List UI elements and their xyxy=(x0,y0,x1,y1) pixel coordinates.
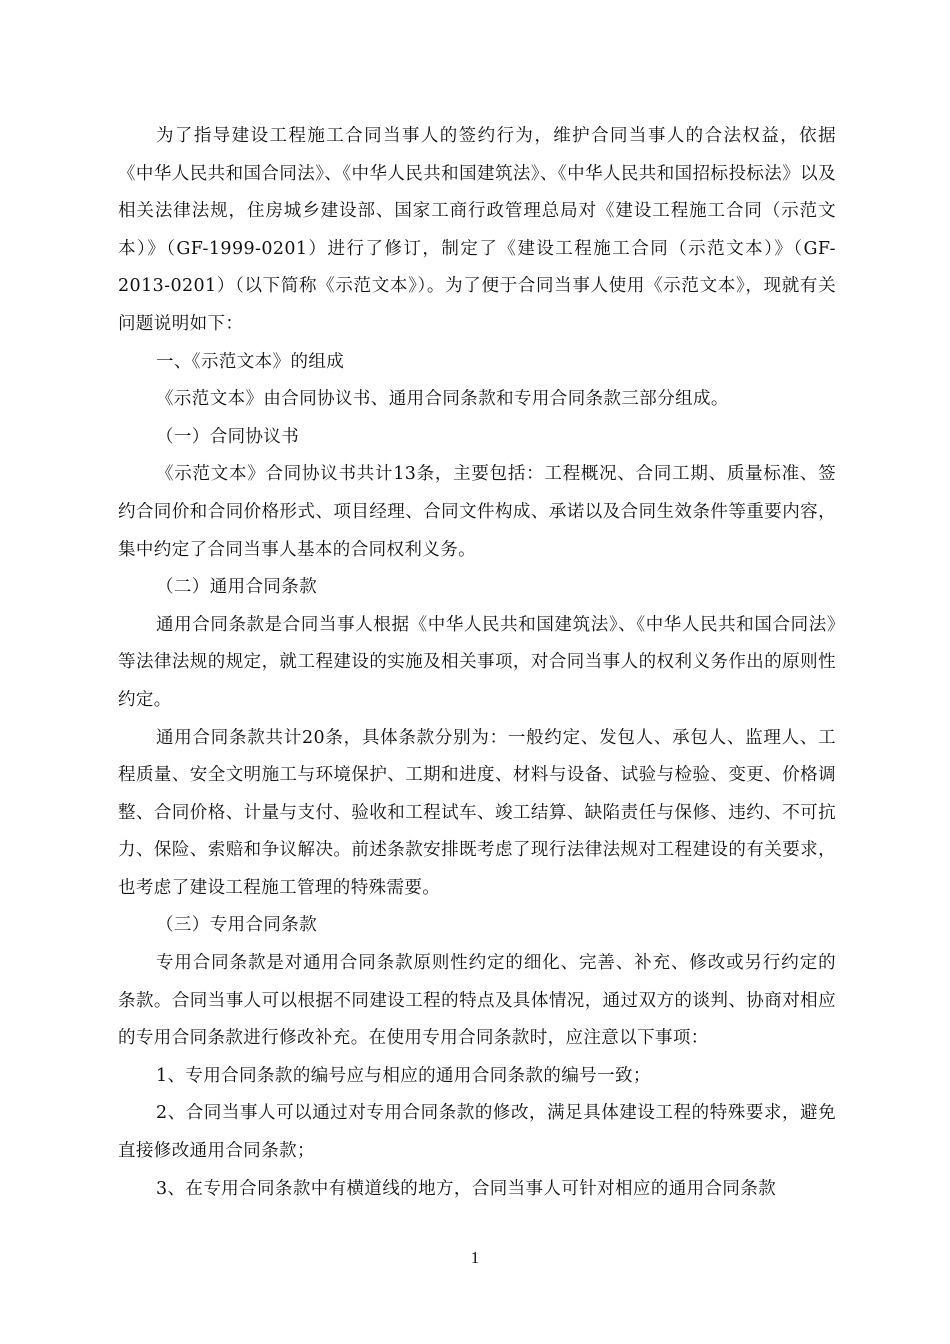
document-body xyxy=(118,118,836,1208)
subheading-general-terms: （二）通用合同条款 xyxy=(156,577,318,598)
list-item-1: 1、专用合同条款的编号应与相应的通用合同条款的编号一致； xyxy=(156,1065,651,1086)
subheading-special-terms: （三）专用合同条款 xyxy=(156,915,318,936)
page-number: 1 xyxy=(470,1248,480,1267)
special-terms-paragraph: 专用合同条款是对通用合同条款原则性约定的细化、完善、补充、修改或另行约定的条款。合同当事人可以根据不同建设工程的特点及具体情况，通过双方的谈判、协商对相应的专用合同条款进行修改补充。在使用专用合同条款时，应注意以下事项： xyxy=(118,953,836,1049)
section-heading-composition: 一、《示范文本》的组成 xyxy=(156,351,345,372)
list-item-3: 3、在专用合同条款中有横道线的地方，合同当事人可针对相应的通用合同条款 xyxy=(156,1178,777,1199)
subheading-agreement: （一）合同协议书 xyxy=(156,426,300,447)
general-terms-list-paragraph: 通用合同条款共计20条，具体条款分别为：一般约定、发包人、承包人、监理人、工程质量、安全文明施工与环境保护、工期和进度、材料与设备、试验与检验、变更、价格调整、合同价格、计量与支付、验收和工程试车、竣工结算、缺陷责任与保修、违约、不可抗力、保险、索赔和争议解决。前述条款安排既考虑了现行法律法规对工程建设的有关要求，也考虑了建设工程施工管理的特殊需要。 xyxy=(118,727,836,898)
intro-paragraph: 为了指导建设工程施工合同当事人的签约行为，维护合同当事人的合法权益，依据《中华人民共和国合同法》、《中华人民共和国建筑法》、《中华人民共和国招标投标法》以及相关法律法规，住房城乡建设部、国家工商行政管理总局对《建设工程施工合同（示范文本）》（GF-1999-0201）进行了修订，制定了《建设工程施工合同（示范文本）》（GF-2013-0201）（以下简称《示范文本》）。为了便于合同当事人使用《示范文本》，现就有关问题说明如下： xyxy=(118,126,836,334)
list-item-2: 2、合同当事人可以通过对专用合同条款的修改，满足具体建设工程的特殊要求，避免直接修改通用合同条款； xyxy=(118,1103,836,1162)
composition-paragraph: 《示范文本》由合同协议书、通用合同条款和专用合同条款三部分组成。 xyxy=(156,389,729,410)
agreement-paragraph: 《示范文本》合同协议书共计13条，主要包括：工程概况、合同工期、质量标准、签约合同价和合同价格形式、项目经理、合同文件构成、承诺以及合同生效条件等重要内容，集中约定了合同当事人基本的合同权利义务。 xyxy=(118,464,836,560)
general-terms-paragraph: 通用合同条款是合同当事人根据《中华人民共和国建筑法》、《中华人民共和国合同法》等法律法规的规定，就工程建设的实施及相关事项，对合同当事人的权利义务作出的原则性约定。 xyxy=(118,614,836,710)
